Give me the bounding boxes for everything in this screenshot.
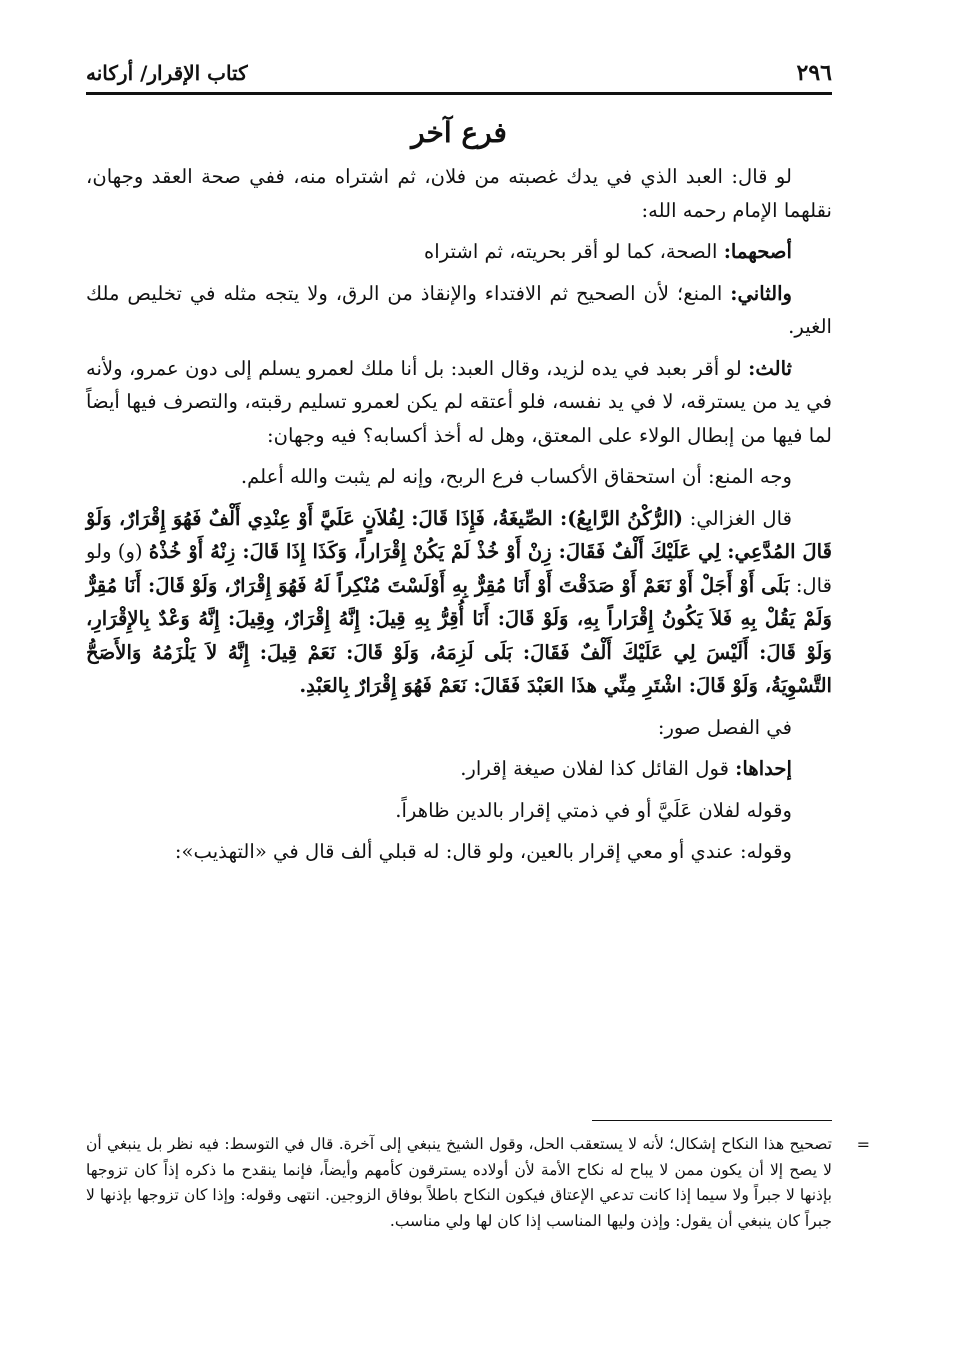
paragraph-8-text: قول القائل كذا لفلان صيغة إقرار.	[460, 757, 736, 780]
page-header	[86, 55, 832, 91]
footnote-text: تصحيح هذا النكاح إشكال؛ لأنه لا يستعقب الحل، وقول الشيخ ينبغي إلى آخرة. قال في التوسط: فيه نظر بل ينبغي أن لا يصح إلا أن يكون ممن لا يباح له نكاح الأمة لأن أولاده يسترقون كأمهم وأيضاً، فإنما ينقدح ما ذكره إذاً كان تزوجها بإذنها لا جبراً ولا سيما إذا كانت تدعي الإعتاق فيكون النكاح باطلاً بوفاق الزوجين. انتهى وقوله: وإذا كان تزوجها بإذنها لا جبراً كان ينبغي أن يقول: وإذن وليها المناسب إذا كان لها ولي مناسب.	[86, 1135, 832, 1230]
paragraph-3	[86, 277, 832, 344]
paragraph-4	[86, 352, 832, 453]
paragraph-8	[86, 752, 832, 786]
paragraph-1: لو قال: العبد الذي في يدك غصبته من فلان، ثم اشتراه منه، ففي صحة العقد وجهان، نقلهما الإمام رحمه الله:	[86, 165, 832, 222]
paragraph-4-text: لو أقر بعبد في يده لزيد، وقال العبد: بل أنا ملك لعمرو يسلم إلى دون عمرو، ولأنه في يد من يسترقه، لا في يد نفسه، فلو أعتقه لم يكن لعمرو تسليم رقبته، والتصرف فيها أيضاً لما فيها من إبطال الولاء على المعتق، وهل له أخذ أكسابه؟ فيه وجهان:	[86, 356, 832, 447]
ghazali-text-2: بَلَى أَوْ أَجَلْ أَوْ نَعَمْ أَوْ صَدَقْتَ أَوْ أَنَا مُقِرٌّ بِهِ أَوْلَسْتَ مُنْكِراً لَهُ فَهُوَ إِقْرَارٌ، وَلَوْ قَالَ: أَنَا مُقِرٌّ وَلَمْ يَقُلْ بِهِ فَلاَ يَكُونُ إِقْرَاراً بِهِ، وَلَوْ قَالَ: أَنَا أُقِرُّ بِهِ قِيلَ: إِنَّهُ إِقْرَارٌ، وِقِيلَ: إِنَّهُ وَعْدٌ بِالإِقْرَارِ، وَلَوْ قَالَ: أَلَيْسَ لِي عَلَيْكَ أَلْفٌ فَقَالَ: بَلَى لَزِمَهُ، وَلَوْ قَالَ: نَعَمْ قِيلَ: إِنَّهُ لاَ يَلْزَمُهُ وَالأَصَحُّ التَّسْوِيَةُ، وَلَوْ قَالَ: اشْتَرِ مِنِّي هذَا العَبْدَ فَقَالَ: نَعَمْ فَهُوَ إِقْرَارٌ بِالعَبْدِ.	[86, 573, 832, 697]
paragraph-2-lead: أصحهما:	[723, 240, 792, 263]
paragraph-3-lead: والثاني:	[730, 281, 792, 305]
ghazali-intro: قال الغزالي:	[683, 506, 792, 530]
paragraph-5: وجه المنع: أن استحقاق الأكساب فرع الربح، وإنه لم يثبت والله أعلم.	[240, 465, 792, 488]
ghazali-mid: (و) ولو قال:	[86, 540, 832, 597]
paragraph-4-lead: ثالث:	[748, 356, 792, 380]
paragraph-2	[86, 235, 832, 269]
ghazali-text-1: (الرُّكْنُ الرَّابِعُ): الصِّيغَةُ، فَإِذَا قَالَ: لِفُلاَنٍ عَلَيَّ أَوْ عِنْدِي أَلْفٌ فَهُوَ إِقْرَارٌ، وَلَوْ قَالَ المُدَّعِي: لِي عَلَيْكَ أَلْفٌ فَقَالَ: زِنْ أَوْ خُذْ لَمْ يَكُنْ إِقْرَاراً، وَكَذَا إِذَا قَالَ: زِنْهُ أَوْ خُذْهُ	[86, 506, 832, 563]
footnote-marker: =	[856, 1135, 870, 1154]
header-rule	[86, 92, 832, 95]
paragraph-3-text: المنع؛ لأن الصحيح ثم الافتداء والإنقاذ من الرق، ولا يتجه مثله في تخليص ملك الغير.	[86, 281, 832, 338]
page-number: ٢٩٦	[796, 60, 832, 86]
paragraph-7: في الفصل صور:	[657, 715, 792, 739]
section-title: فرع آخر	[411, 116, 507, 149]
footnote-rule	[592, 1120, 832, 1121]
paragraph-10: وقوله: عندي أو معي إقرار بالعين، ولو قال: له قبلي ألف قال في «التهذيب»:	[174, 840, 792, 863]
body-text	[86, 160, 832, 877]
paragraph-8-lead: إحداها:	[735, 757, 792, 780]
paragraph-9: وقوله لفلان عَلَيَّ أو في ذمتي إقرار بالدين ظاهراً.	[395, 798, 792, 822]
ghazali-quote	[86, 502, 832, 703]
footnote	[86, 1132, 870, 1234]
paragraph-2-text: الصحة، كما لو أقر بحريته، ثم اشتراه	[423, 240, 724, 263]
running-head: كتاب الإقرار/ أركانه	[86, 61, 248, 85]
